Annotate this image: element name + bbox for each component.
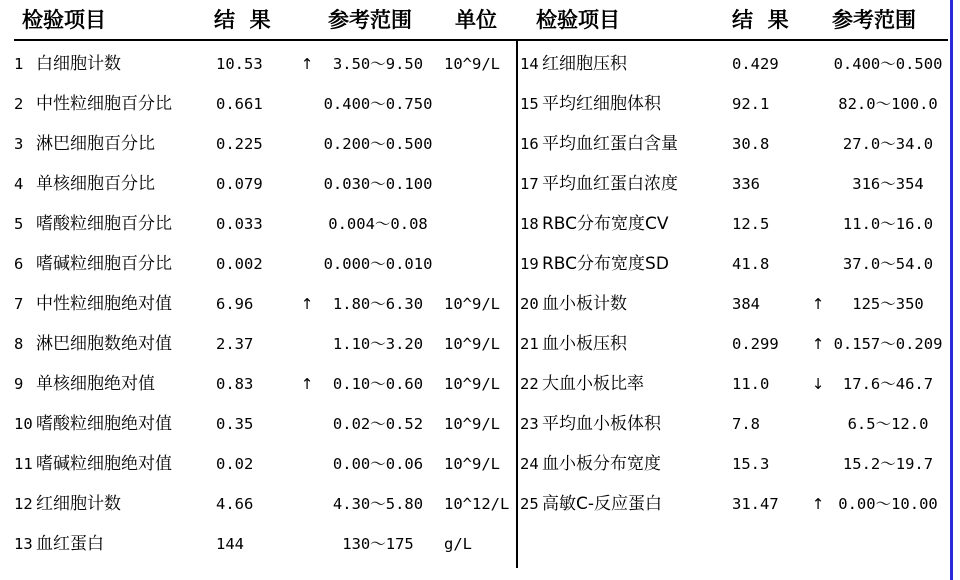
item-number: 5 (14, 215, 24, 233)
unit: g/L (444, 535, 472, 553)
reference-range: 316～354 (852, 175, 924, 193)
result-value: 92.1 (732, 95, 770, 113)
item-number: 24 (520, 455, 539, 473)
item-name: 大血小板比率 (542, 374, 644, 394)
reference-range: 0.400～0.500 (833, 55, 943, 73)
unit: 10^9/L (444, 375, 500, 393)
table-row (0, 489, 950, 519)
flag-indicator: ↑ (300, 375, 314, 393)
item-name: 红细胞计数 (36, 494, 121, 514)
unit: 10^9/L (444, 335, 500, 353)
reference-range: 82.0～100.0 (838, 95, 938, 113)
header-unit-left: 单位 (455, 8, 497, 32)
reference-range: 0.030～0.100 (323, 175, 433, 193)
flag-indicator (810, 209, 826, 239)
item-number: 25 (520, 495, 539, 513)
reference-range: 125～350 (852, 295, 924, 313)
flag-indicator (810, 169, 826, 199)
unit: 10^9/L (444, 455, 500, 473)
item-number: 11 (14, 455, 33, 473)
item-name: 中性粒细胞百分比 (36, 94, 172, 114)
unit: 10^12/L (444, 495, 510, 513)
flag-indicator: ↑ (811, 495, 825, 513)
header-item-right: 检验项目 (536, 8, 620, 32)
item-number: 2 (14, 95, 24, 113)
result-value: 0.02 (216, 455, 254, 473)
flag-indicator: ↑ (811, 335, 825, 353)
result-value: 144 (216, 535, 244, 553)
item-name: 嗜碱粒细胞百分比 (36, 254, 172, 274)
result-value: 0.079 (216, 175, 263, 193)
result-value: 0.661 (216, 95, 263, 113)
item-name: 平均血小板体积 (542, 414, 661, 434)
reference-range: 0.400～0.750 (323, 95, 433, 113)
item-name: 淋巴细胞百分比 (36, 134, 155, 154)
result-value: 0.033 (216, 215, 263, 233)
item-number: 6 (14, 255, 24, 273)
item-number: 10 (14, 415, 33, 433)
reference-range: 37.0～54.0 (842, 255, 934, 273)
reference-range: 0.02～0.52 (332, 415, 424, 433)
item-name: 嗜酸粒细胞百分比 (36, 214, 172, 234)
reference-range: 4.30～5.80 (332, 495, 424, 513)
item-number: 9 (14, 375, 24, 393)
table-row (0, 249, 950, 279)
result-value: 0.35 (216, 415, 254, 433)
result-value: 31.47 (732, 495, 779, 513)
unit: 10^9/L (444, 415, 500, 433)
result-value: 15.3 (732, 455, 770, 473)
header-range-left: 参考范围 (328, 8, 412, 32)
result-value: 0.83 (216, 375, 254, 393)
reference-range: 0.00～10.00 (838, 495, 938, 513)
item-name: 血小板计数 (542, 294, 627, 314)
item-number: 21 (520, 335, 539, 353)
item-number: 18 (520, 215, 539, 233)
table-row (0, 409, 950, 439)
right-border (950, 0, 953, 580)
header-result-left: 结 果 (214, 8, 271, 32)
result-value: 10.53 (216, 55, 263, 73)
header-range-right: 参考范围 (832, 8, 916, 32)
table-row (0, 209, 950, 239)
flag-indicator (810, 409, 826, 439)
reference-range: 6.5～12.0 (847, 415, 929, 433)
flag-indicator: ↑ (300, 295, 314, 313)
table-row (0, 129, 950, 159)
item-name: 中性粒细胞绝对值 (36, 294, 172, 314)
table-row (0, 369, 950, 399)
item-name: 血红蛋白 (36, 534, 104, 554)
result-value: 0.429 (732, 55, 779, 73)
item-number: 13 (14, 535, 33, 553)
reference-range: 0.00～0.06 (332, 455, 424, 473)
header-divider (14, 39, 948, 41)
reference-range: 0.10～0.60 (332, 375, 424, 393)
result-value: 11.0 (732, 375, 770, 393)
table-row (0, 289, 950, 319)
flag-indicator: ↑ (300, 55, 314, 73)
item-name: RBC分布宽度SD (542, 254, 669, 274)
result-value: 336 (732, 175, 760, 193)
result-value: 12.5 (732, 215, 770, 233)
item-number: 7 (14, 295, 24, 313)
result-value: 384 (732, 295, 760, 313)
item-name: 血小板分布宽度 (542, 454, 661, 474)
reference-range: 27.0～34.0 (842, 135, 934, 153)
result-value: 2.37 (216, 335, 254, 353)
item-number: 20 (520, 295, 539, 313)
flag-indicator (298, 529, 316, 559)
item-name: 单核细胞百分比 (36, 174, 155, 194)
result-value: 6.96 (216, 295, 254, 313)
reference-range: 0.000～0.010 (323, 255, 433, 273)
result-value: 41.8 (732, 255, 770, 273)
result-value: 0.225 (216, 135, 263, 153)
reference-range: 15.2～19.7 (842, 455, 934, 473)
item-name: 高敏C-反应蛋白 (542, 494, 663, 514)
flag-indicator (810, 129, 826, 159)
result-value: 7.8 (732, 415, 760, 433)
table-row (0, 529, 516, 559)
reference-range: 0.157～0.209 (833, 335, 943, 353)
reference-range: 130～175 (342, 535, 414, 553)
item-number: 14 (520, 55, 539, 73)
item-number: 16 (520, 135, 539, 153)
header-item-left: 检验项目 (22, 8, 106, 32)
item-number: 1 (14, 55, 24, 73)
item-name: 嗜酸粒细胞绝对值 (36, 414, 172, 434)
item-number: 15 (520, 95, 539, 113)
item-name: RBC分布宽度CV (542, 214, 669, 234)
item-name: 单核细胞绝对值 (36, 374, 155, 394)
flag-indicator (810, 249, 826, 279)
item-name: 白细胞计数 (36, 54, 121, 74)
reference-range: 17.6～46.7 (842, 375, 934, 393)
table-row (0, 449, 950, 479)
unit: 10^9/L (444, 55, 500, 73)
flag-indicator: ↓ (811, 375, 825, 393)
unit: 10^9/L (444, 295, 500, 313)
reference-range: 1.80～6.30 (332, 295, 424, 313)
item-number: 8 (14, 335, 24, 353)
result-value: 0.002 (216, 255, 263, 273)
table-row (0, 329, 950, 359)
item-name: 平均红细胞体积 (542, 94, 661, 114)
table-row (0, 169, 950, 199)
item-name: 平均血红蛋白浓度 (542, 174, 678, 194)
reference-range: 11.0～16.0 (842, 215, 934, 233)
item-name: 平均血红蛋白含量 (542, 134, 678, 154)
result-value: 0.299 (732, 335, 779, 353)
item-number: 17 (520, 175, 539, 193)
item-number: 4 (14, 175, 24, 193)
flag-indicator (810, 449, 826, 479)
item-name: 血小板压积 (542, 334, 627, 354)
flag-indicator: ↑ (811, 295, 825, 313)
item-number: 22 (520, 375, 539, 393)
reference-range: 3.50～9.50 (332, 55, 424, 73)
flag-indicator (810, 49, 826, 79)
table-row (0, 49, 950, 79)
result-value: 30.8 (732, 135, 770, 153)
item-number: 12 (14, 495, 33, 513)
flag-indicator (810, 89, 826, 119)
item-name: 淋巴细胞数绝对值 (36, 334, 172, 354)
item-number: 23 (520, 415, 539, 433)
table-row (0, 89, 950, 119)
item-name: 嗜碱粒细胞绝对值 (36, 454, 172, 474)
reference-range: 0.200～0.500 (323, 135, 433, 153)
result-value: 4.66 (216, 495, 254, 513)
item-name: 红细胞压积 (542, 54, 627, 74)
item-number: 3 (14, 135, 24, 153)
reference-range: 1.10～3.20 (332, 335, 424, 353)
header-result-right: 结 果 (732, 8, 789, 32)
item-number: 19 (520, 255, 539, 273)
reference-range: 0.004～0.08 (328, 215, 428, 233)
